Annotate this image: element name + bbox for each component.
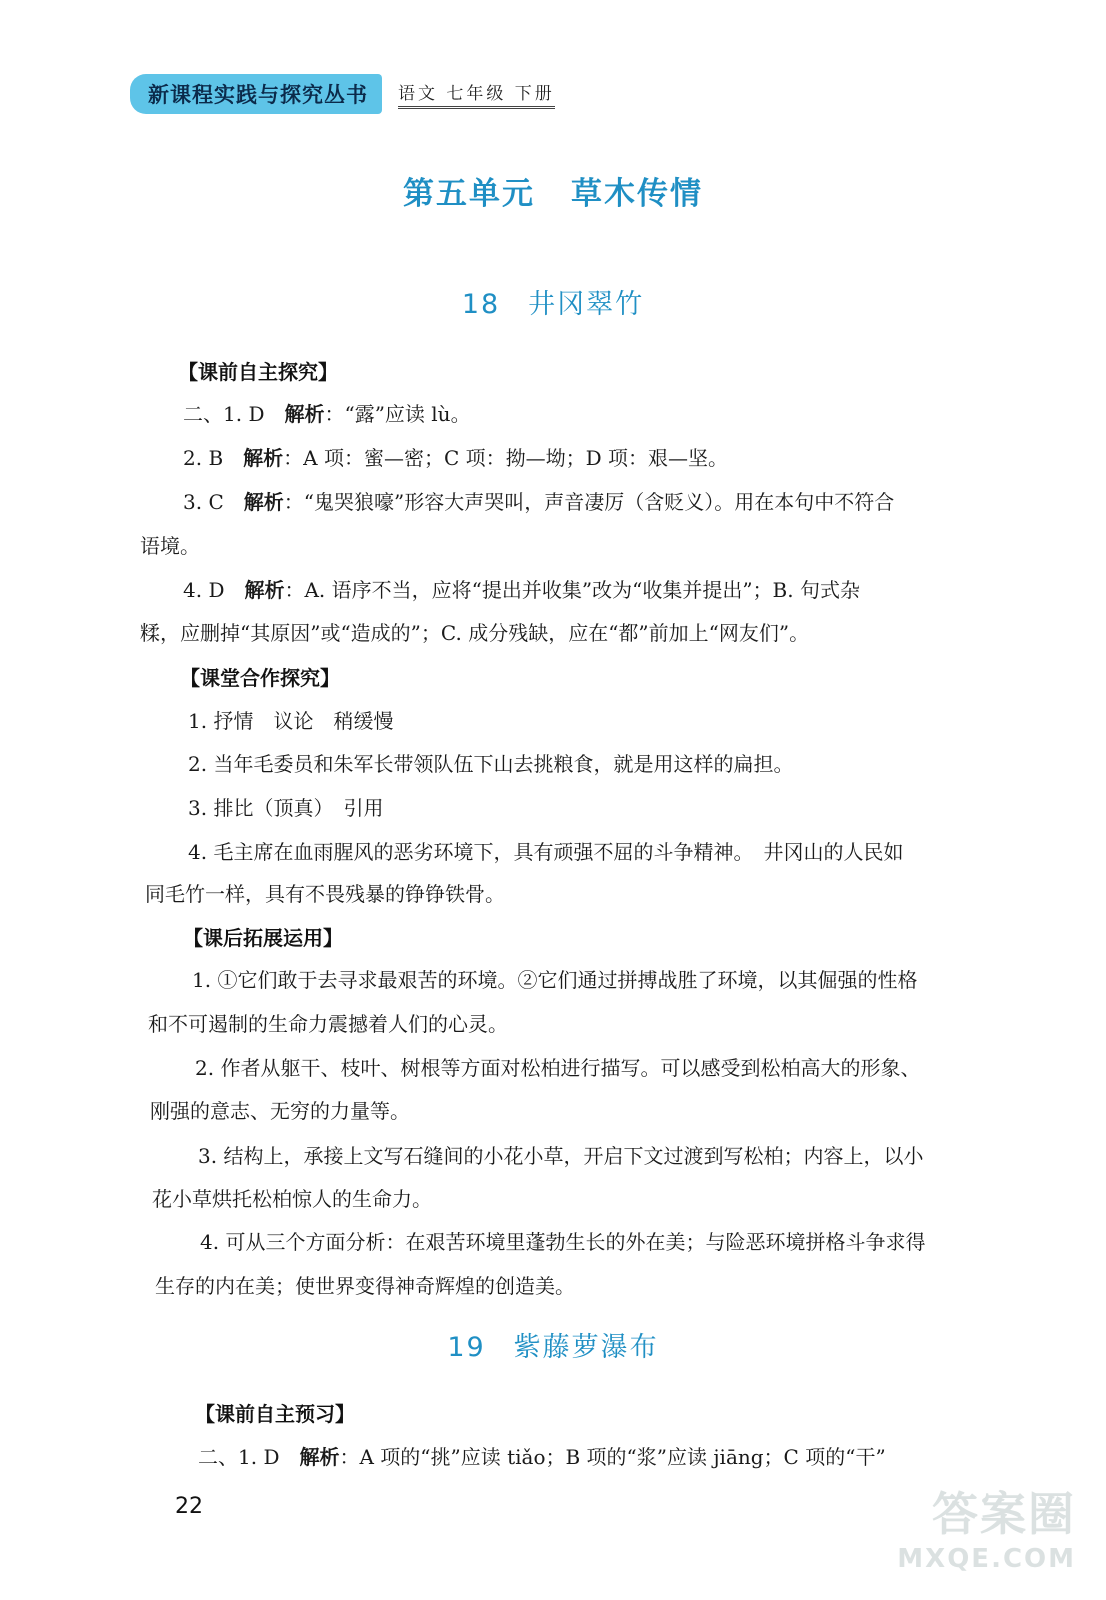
book-subtitle: 语文 七年级 下册 bbox=[398, 79, 555, 109]
answer-line: 4. 可从三个方面分析：在艰苦环境里蓬勃生长的外在美；与险恶环境拼格斗争求得 bbox=[200, 1230, 926, 1254]
unit-name: 草木传情 bbox=[571, 176, 703, 212]
answer-line: 二、1. D 解析：A 项的“挑”应读 tiǎo；B 项的“浆”应读 jiāng；C 项的“干” bbox=[198, 1445, 886, 1469]
answer-line: 4. D 解析：A. 语序不当，应将“提出并收集”改为“收集并提出”；B. 句式杂 bbox=[183, 578, 860, 602]
answer-line: 1. ①它们敢于去寻求最艰苦的环境。②它们通过拼搏战胜了环境，以其倔强的性格 bbox=[192, 968, 918, 992]
answer-line: 4. 毛主席在血雨腥风的恶劣环境下，具有顽强不屈的斗争精神。 井冈山的人民如 bbox=[188, 840, 904, 864]
lesson-18-title bbox=[0, 282, 1106, 321]
answer-line: 1. 抒情 议论 稍缓慢 bbox=[188, 709, 394, 733]
book-header bbox=[130, 74, 555, 114]
answer-line: 2. B 解析：A 项：蜜—密；C 项：拗—坳；D 项：艰—坚。 bbox=[183, 446, 728, 470]
section-heading: 【课堂合作探究】 bbox=[180, 666, 340, 690]
answer-line: 3. 结构上，承接上文写石缝间的小花小草，开启下文过渡到写松柏；内容上，以小 bbox=[198, 1144, 924, 1168]
page-number: 22 bbox=[175, 1494, 203, 1519]
unit-label: 第五单元 bbox=[403, 176, 535, 212]
answer-line: 同毛竹一样，具有不畏残暴的铮铮铁骨。 bbox=[145, 882, 505, 906]
section-heading: 【课后拓展运用】 bbox=[183, 926, 343, 950]
answer-line: 和不可遏制的生命力震撼着人们的心灵。 bbox=[148, 1012, 508, 1036]
answer-line: 2. 作者从躯干、枝叶、树根等方面对松柏进行描写。可以感受到松柏高大的形象、 bbox=[195, 1056, 921, 1080]
answer-line: 2. 当年毛委员和朱军长带领队伍下山去挑粮食，就是用这样的扁担。 bbox=[188, 752, 794, 776]
answer-line: 3. 排比（顶真） 引用 bbox=[188, 796, 384, 820]
unit-title bbox=[0, 168, 1106, 213]
answer-line: 3. C 解析：“鬼哭狼嚎”形容大声哭叫，声音凄厉（含贬义）。用在本句中不符合 bbox=[183, 490, 895, 514]
watermark-url: MXQE.COM bbox=[897, 1544, 1076, 1574]
section-heading: 【课前自主探究】 bbox=[178, 360, 338, 384]
answer-line: 语境。 bbox=[140, 534, 200, 558]
answer-line: 糅，应删掉“其原因”或“造成的”；C. 成分残缺，应在“都”前加上“网友们”。 bbox=[140, 621, 810, 645]
series-title: 新课程实践与探究丛书 bbox=[130, 74, 382, 114]
answer-line: 花小草烘托松柏惊人的生命力。 bbox=[152, 1187, 432, 1211]
answer-line: 刚强的意志、无穷的力量等。 bbox=[150, 1099, 410, 1123]
lesson-name: 紫藤萝瀑布 bbox=[513, 1332, 659, 1363]
answer-line: 二、1. D 解析：“露”应读 lù。 bbox=[183, 402, 471, 426]
answer-line: 生存的内在美；使世界变得神奇辉煌的创造美。 bbox=[155, 1274, 575, 1298]
watermark-logo-text: 答案圈 bbox=[932, 1487, 1076, 1541]
lesson-19-title bbox=[0, 1325, 1106, 1364]
site-watermark bbox=[897, 1478, 1086, 1590]
lesson-name: 井冈翠竹 bbox=[528, 289, 645, 320]
lesson-number: 19 bbox=[447, 1332, 486, 1363]
lesson-number: 18 bbox=[461, 289, 501, 320]
section-heading: 【课前自主预习】 bbox=[195, 1402, 355, 1426]
